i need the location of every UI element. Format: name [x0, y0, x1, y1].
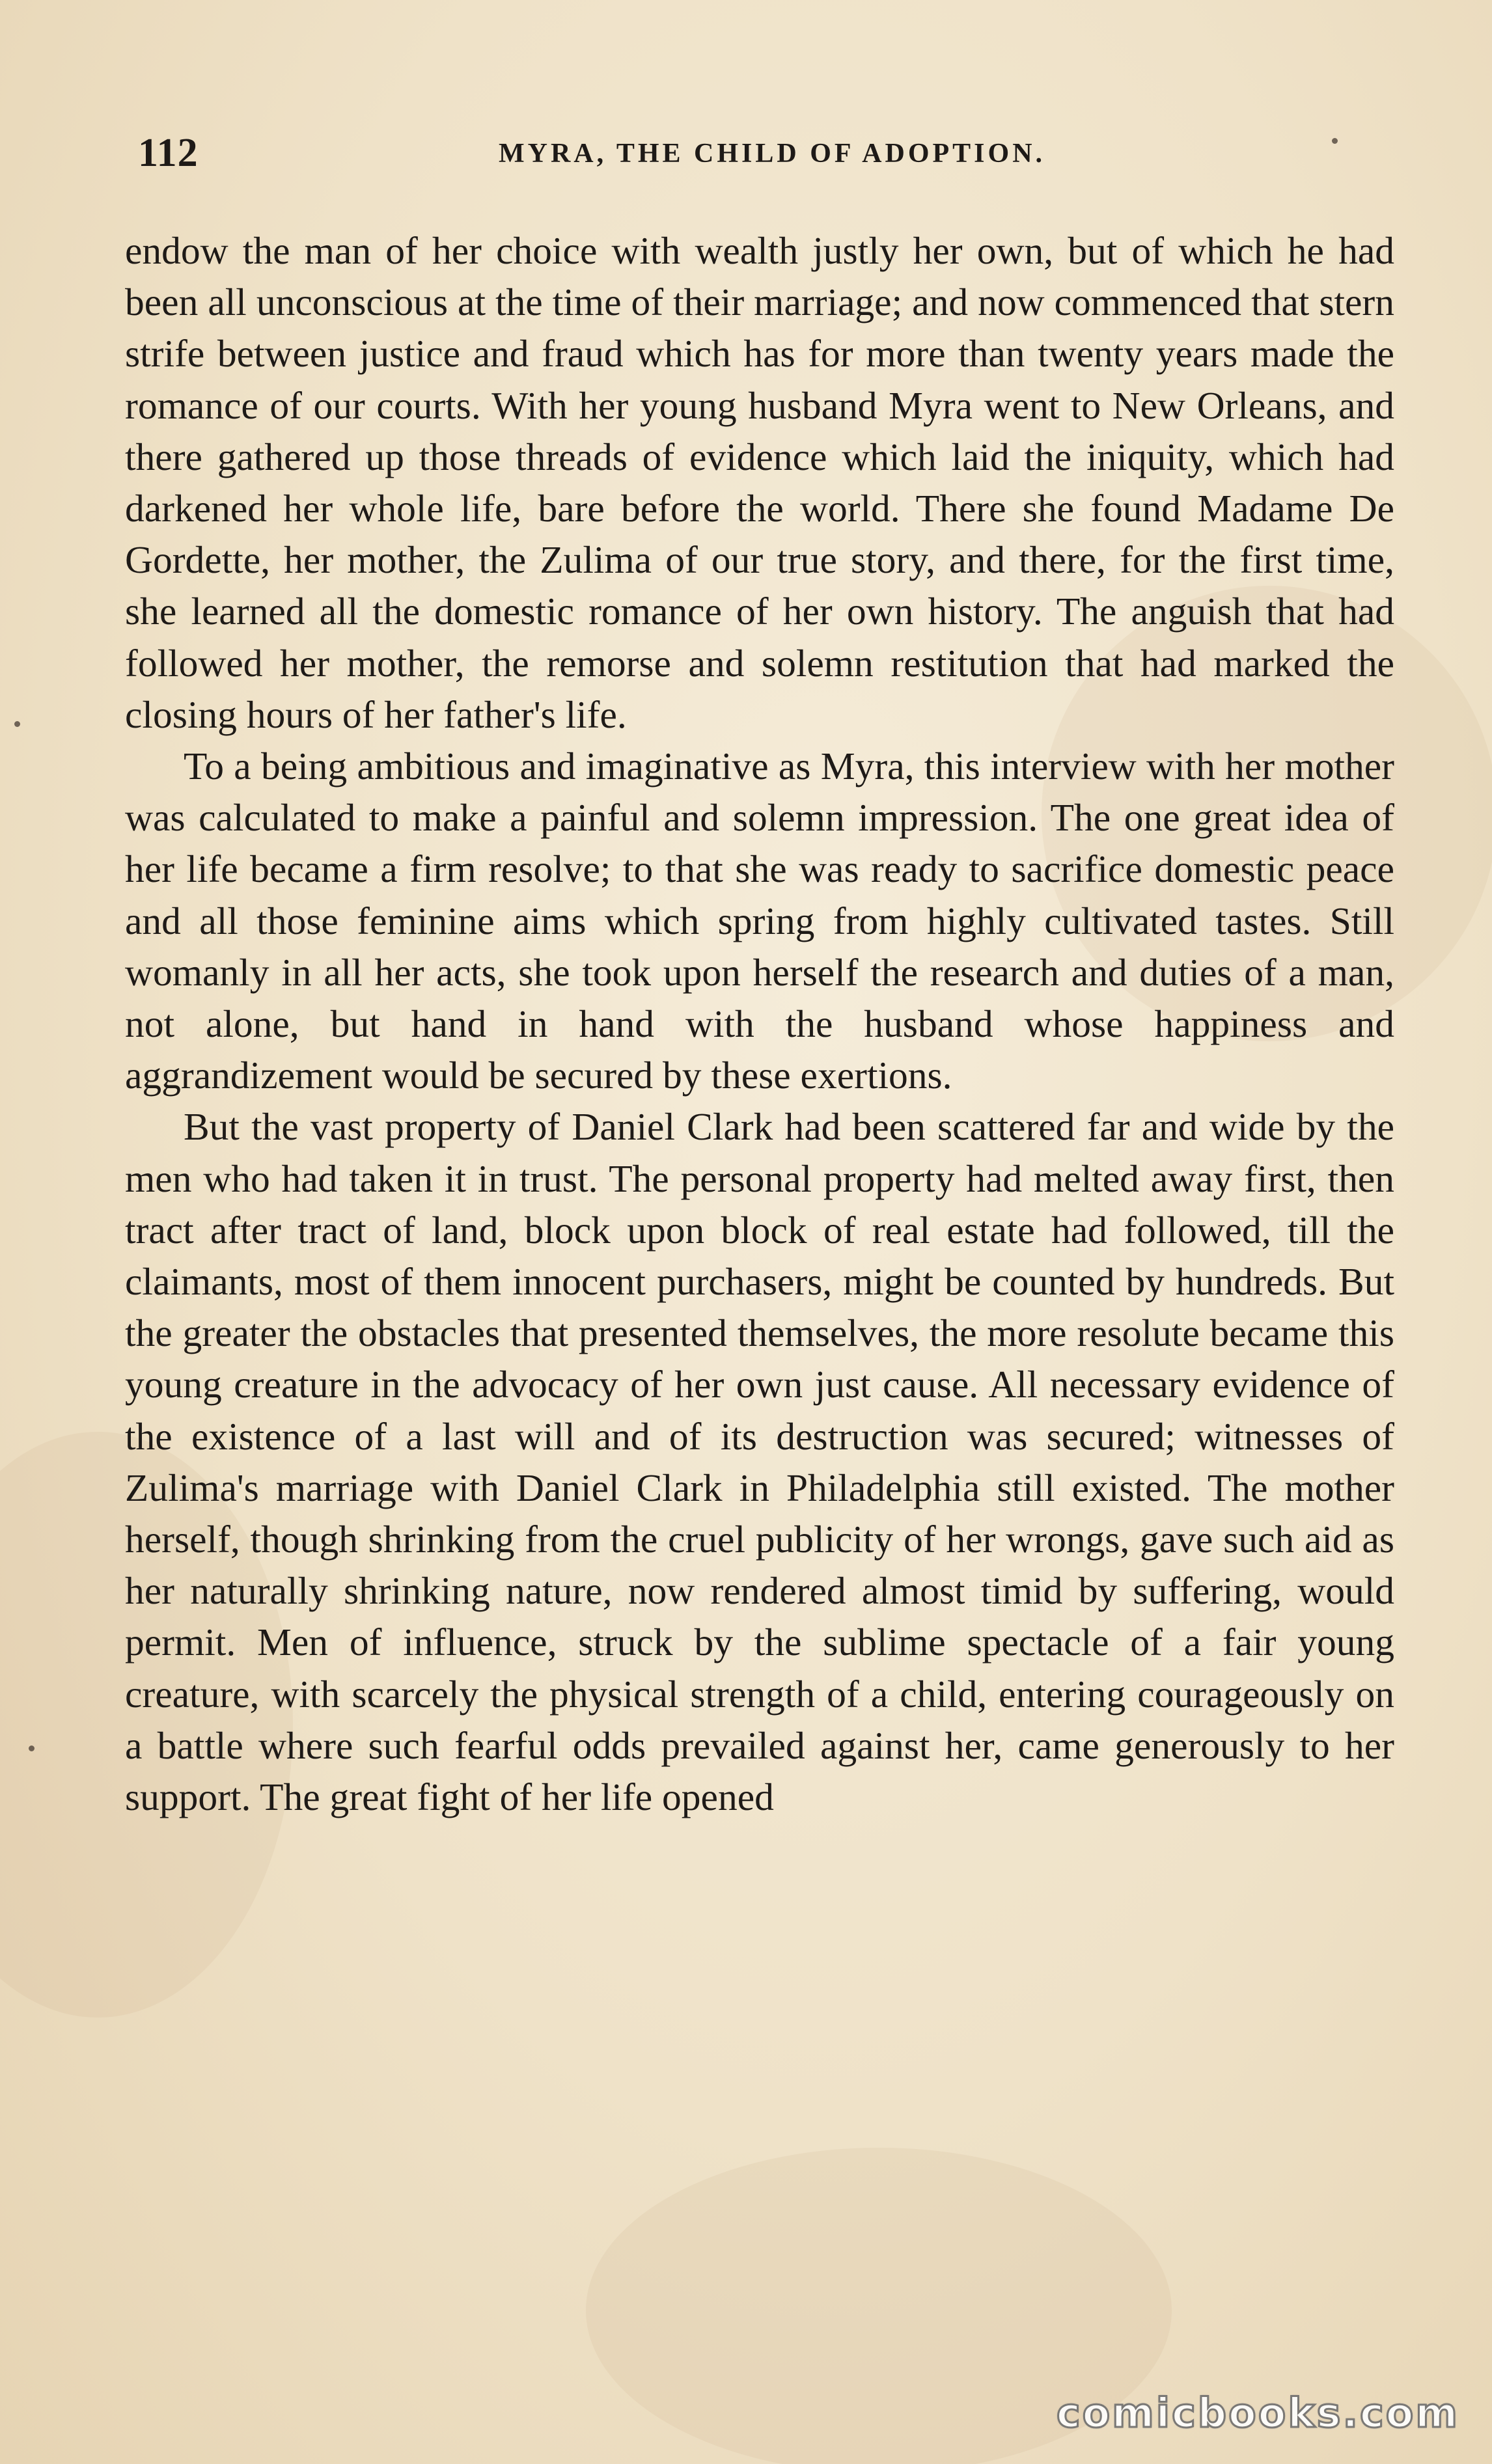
paragraph-2: To a being ambitious and imaginative as Myra, this interview with her mother was calculated to make a painful and solemn impression. The one great idea of her life became a firm resolve; to that she was ready to sacrifice domestic peace and all those feminine aims which spring from highly cultivated tastes. Still womanly in all her acts, she took upon herself the research and duties of a man, not alone, but hand in hand with the husband whose happiness and aggrandizement would be secured by these exertions. [125, 745, 1394, 1097]
running-head: MYRA, THE CHILD OF ADOPTION. [498, 139, 1046, 169]
paragraph-1: endow the man of her choice with wealth justly her own, but of which he had been all unconscious at the time of their marriage; and now commenced that stern strife between justice and fraud which has for more than twenty years made the romance of our courts. With her young husband Myra went to New Orleans, and there gathered up those threads of evidence which laid the iniquity, which had darkened her whole life, bare before the world. There she found Madame De Gordette, her mother, the Zulima of our true story, and there, for the first time, she learned all the domestic romance of her own history. The anguish that had followed her mother, the remorse and solemn restitution that had marked the closing hours of her father's life. [125, 229, 1394, 736]
watermark-logo: comicbooks.com [1056, 2389, 1459, 2437]
body-text [125, 225, 1394, 1823]
ink-speck [14, 721, 20, 727]
page-number: 112 [138, 131, 199, 175]
paragraph-3: But the vast property of Daniel Clark had been scattered far and wide by the men who had taken it in trust. The personal property had melted away first, then tract after tract of land, block upon block of real estate had followed, till the claimants, most of them innocent purchasers, might be counted by hundreds. But the greater the obstacles that presented themselves, the more resolute became this young creature in the advocacy of her own just cause. All necessary evidence of the existence of a last will and of its destruction was secured; witnesses of Zulima's marriage with Daniel Clark in Philadelphia still existed. The mother herself, though shrinking from the cruel publicity of her wrongs, gave such aid as her naturally shrinking nature, now rendered almost timid by suffering, would permit. Men of influence, struck by the sublime spectacle of a fair young creature, with scarcely the physical strength of a child, entering courageously on a battle where such fearful odds prevailed against her, came generously to her support. The great fight of her life opened [125, 1105, 1394, 1819]
page-header [124, 130, 1394, 182]
ink-speck [29, 1745, 35, 1751]
